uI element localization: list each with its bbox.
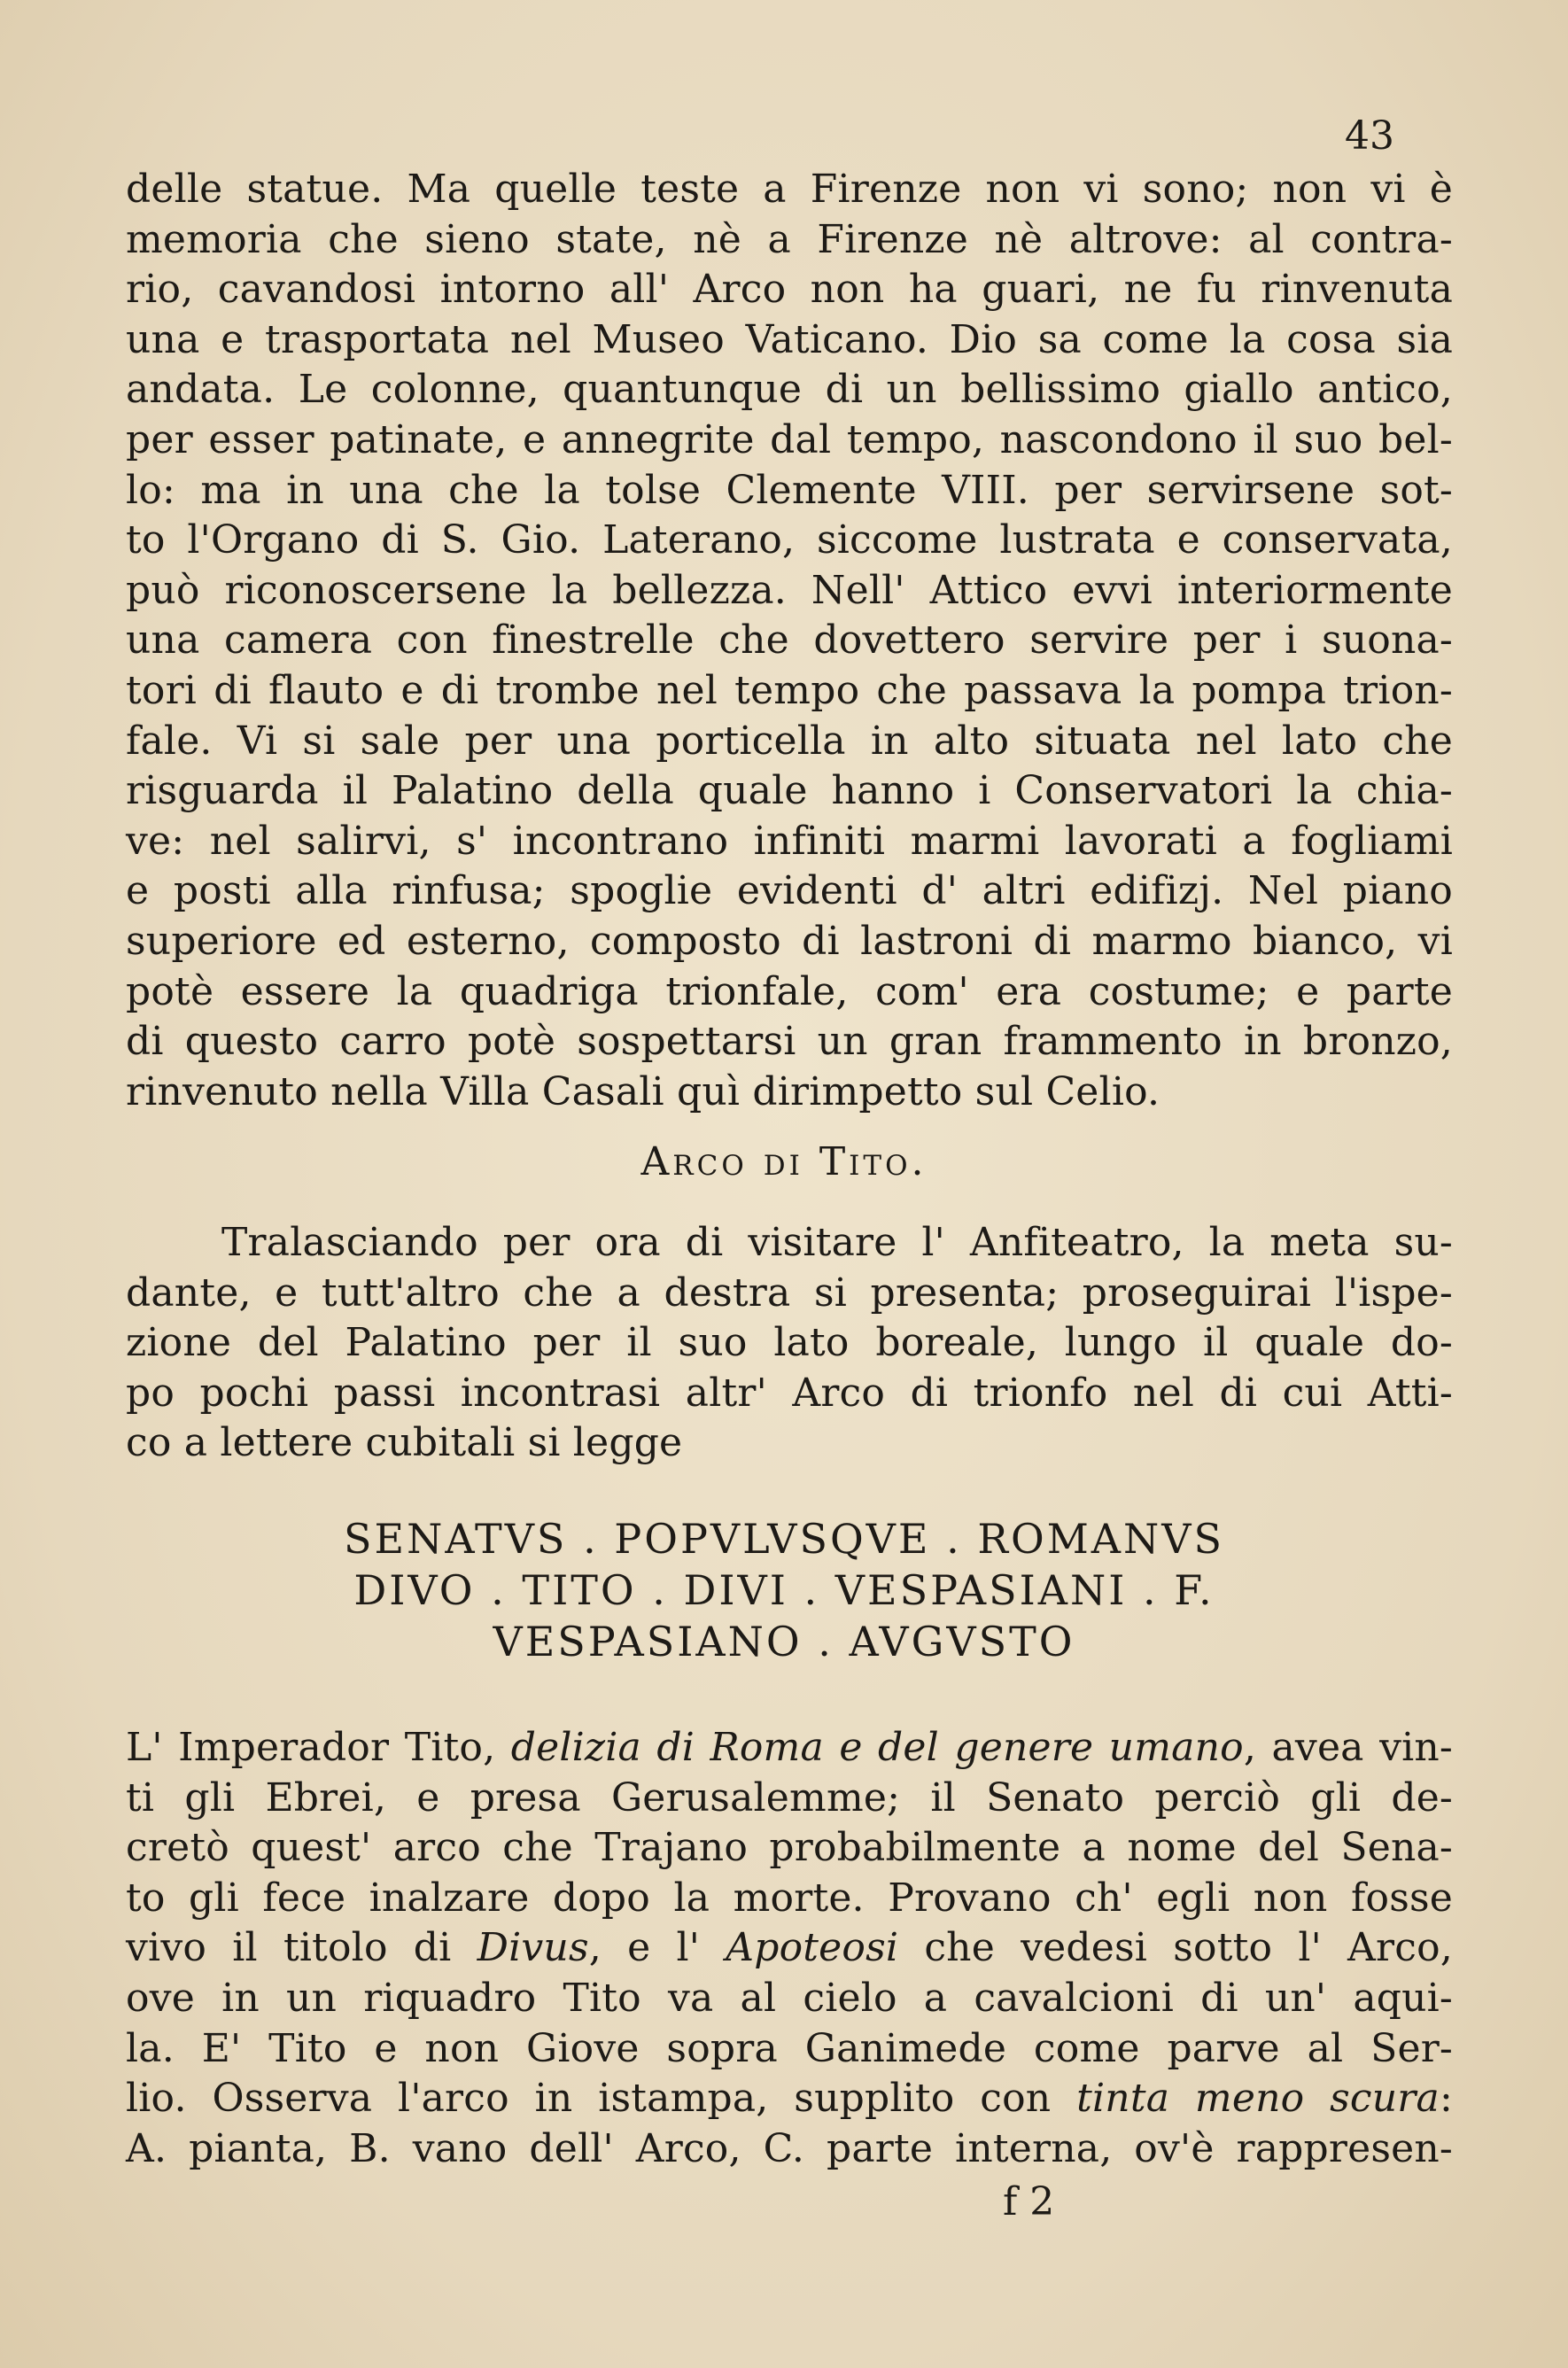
text-line: una e trasportata nel Museo Vaticano. Dio sa come la cosa sia (126, 316, 1453, 362)
inscription-line: DIVO . TITO . DIVI . VESPASIANI . F. (353, 1566, 1215, 1614)
paragraph-3 (126, 1723, 1453, 2174)
paragraph-2 (126, 1218, 1453, 1469)
italic-text: tinta meno scura (1076, 2076, 1440, 2122)
text-span: L' Imperador Tito, (126, 1725, 511, 1770)
text-span: lio. Osserva l'arco in istampa, supplito con (126, 2076, 1077, 2122)
text-span: , avea vin- (1243, 1725, 1454, 1770)
inscription-line: VESPASIANO . AVGVSTO (493, 1618, 1075, 1665)
text-line: potè essere la quadriga trionfale, com' era costume; e parte (126, 968, 1453, 1014)
text-line: memoria che sieno state, nè a Firenze nè altrove: al contra- (126, 216, 1453, 262)
text-line: superiore ed esterno, composto di lastroni di marmo bianco, vi (126, 918, 1453, 964)
italic-text: Apoteosi (726, 1925, 899, 1971)
text-span: : (1439, 2076, 1453, 2122)
text-line: e posti alla rinfusa; spoglie evidenti d' altri edifizj. Nel piano (126, 868, 1453, 914)
text-line (126, 1723, 1453, 1774)
text-line: di questo carro potè sospettarsi un gran frammento in bronzo, (126, 1019, 1453, 1065)
text-line: ve: nel salirvi, s' incontrano infiniti marmi lavorati a fogliami (126, 818, 1453, 864)
text-line: rio, cavandosi intorno all' Arco non ha guari, ne fu rinvenuta (126, 267, 1453, 313)
text-line: delle statue. Ma quelle teste a Firenze non vi sono; non vi è (126, 167, 1453, 212)
text-line: può riconoscersene la bellezza. Nell' Attico evvi interiormente (126, 567, 1453, 613)
text-line: andata. Le colonne, quantunque di un bellissimo giallo antico, (126, 367, 1453, 413)
text-line: A. pianta, B. vano dell' Arco, C. parte interna, ov'è rappresen- (126, 2125, 1453, 2171)
text-line: zione del Palatino per il suo lato boreale, lungo il quale do- (126, 1320, 1453, 1366)
text-span: che vedesi sotto l' Arco, (898, 1925, 1453, 1971)
text-line: risguarda il Palatino della quale hanno i Conservatori la chia- (126, 768, 1453, 814)
paragraph-1 (126, 165, 1453, 1117)
text-line (126, 2074, 1453, 2124)
italic-text: delizia di Roma e del genere umano (510, 1725, 1244, 1770)
text-span: vivo il titolo di (126, 1925, 477, 1971)
text-line: per esser patinate, e annegrite dal tempo, nascondono il suo bel- (126, 416, 1453, 462)
italic-text: Divus (477, 1925, 589, 1971)
text-line: Tralasciando per ora di visitare l' Anfiteatro, la meta su- (221, 1220, 1453, 1265)
text-line: dante, e tutt'altro che a destra si presenta; proseguirai l'ispe- (126, 1269, 1453, 1316)
text-line: po pochi passi incontrasi altr' Arco di trionfo nel di cui Atti- (126, 1370, 1453, 1416)
text-line: ti gli Ebrei, e presa Gerusalemme; il Senato perciò gli de- (126, 1774, 1453, 1821)
text-line: to gli fece inalzare dopo la morte. Provano ch' egli non fosse (126, 1875, 1453, 1921)
text-line: to l'Organo di S. Gio. Laterano, siccome lustrata e conservata, (126, 517, 1453, 563)
text-span: , e l' (588, 1925, 726, 1971)
text-line (126, 1923, 1453, 1974)
signature-mark: f 2 (1003, 2179, 1055, 2224)
text-line: cretò quest' arco che Trajano probabilmente a nome del Sena- (126, 1825, 1453, 1871)
text-line: lo: ma in una che la tolse Clemente VIII. per servirsene sot- (126, 467, 1453, 513)
text-line: la. E' Tito e non Giove sopra Ganimede come parve al Ser- (126, 2025, 1453, 2071)
inscription-line: SENATVS . POPVLVSQVE . ROMANVS (343, 1515, 1224, 1563)
text-line: fale. Vi si sale per una porticella in alto situata nel lato che (126, 718, 1453, 764)
text-line: rinvenuto nella Villa Casali quì dirimpetto sul Celio. (126, 1068, 1160, 1114)
text-line: una camera con finestrelle che dovettero servire per i suona- (126, 617, 1453, 664)
text-line: tori di flauto e di trombe nel tempo che passava la pompa trion- (126, 667, 1453, 713)
section-heading: Arco di Tito. (640, 1139, 928, 1184)
inscription (0, 1513, 1568, 1667)
page-number: 43 (1345, 113, 1394, 159)
text-line: ove in un riquadro Tito va al cielo a cavalcioni di un' aqui- (126, 1975, 1453, 2021)
text-line: co a lettere cubitali si legge (126, 1420, 683, 1466)
